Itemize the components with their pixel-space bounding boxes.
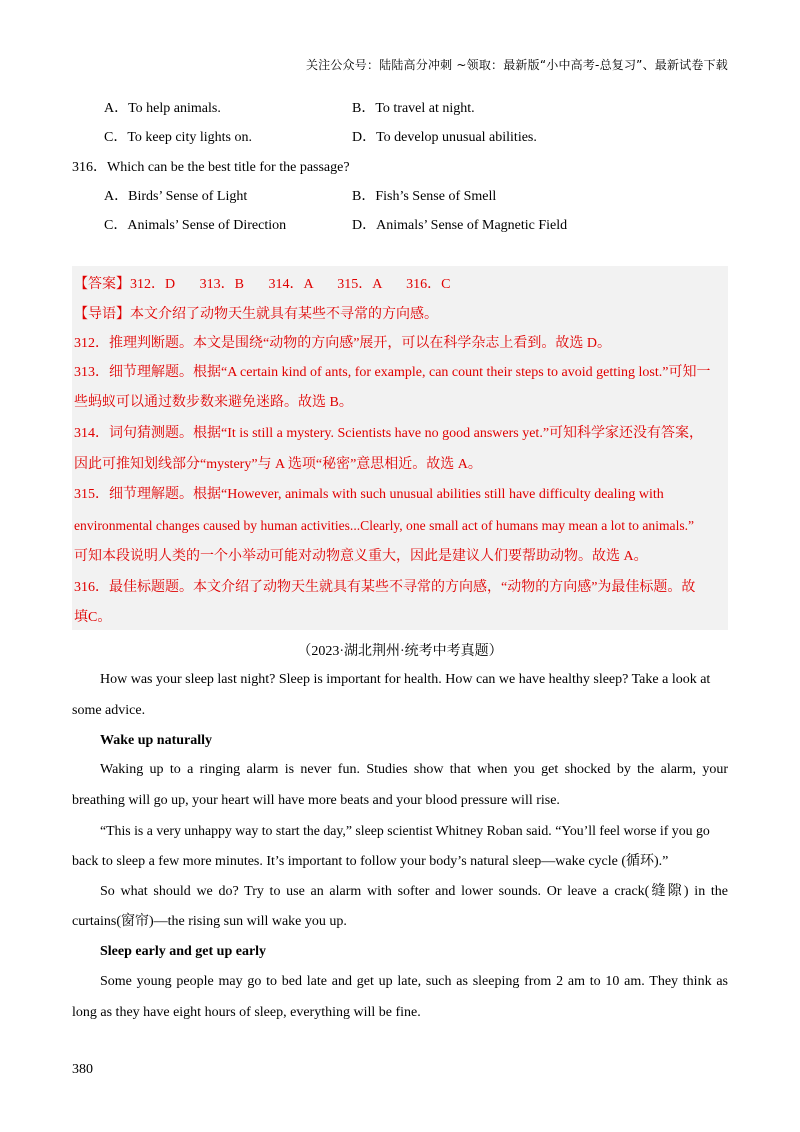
option-315-b: B．To travel at night.: [352, 101, 475, 116]
option-316-d: D．Animals’ Sense of Magnetic Field: [352, 218, 568, 233]
answer-315-line2: environmental changes caused by human activities...Clearly, one small act of humans may mean a lot to animals.”: [74, 518, 695, 533]
option-316-b: B．Fish’s Sense of Smell: [352, 189, 497, 204]
heading-wake-up-naturally: Wake up naturally: [100, 733, 213, 748]
passage-p2-line1: Waking up to a ringing alarm is never fun. Studies show that when you get shocked by the alarm, your: [100, 762, 728, 777]
option-316-a: A．Birds’ Sense of Light: [104, 189, 248, 204]
passage-p2-line2: breathing will go up, your heart will have more beats and your blood pressure will rise.: [72, 793, 560, 808]
passage-p3-line2: back to sleep a few more minutes. It’s important to follow your body’s natural sleep—wake cycle (循环).”: [72, 854, 669, 869]
answer-313-line2: 些蚂蚁可以通过数步数来避免迷路。故选 B。: [74, 395, 353, 410]
answer-315-line3: 可知本段说明人类的一个小举动可能对动物意义重大，因此是建议人们要帮助动物。故选 A。: [74, 549, 648, 564]
question-316: 316．Which can be the best title for the passage?: [72, 160, 350, 175]
passage-p4-line2: curtains(窗帘)—the rising sun will wake you up.: [72, 914, 347, 929]
answer-315-line1: 315．细节理解题。根据“However, animals with such unusual abilities still have difficulty dealing with: [74, 487, 664, 502]
passage-p1-line1: How was your sleep last night? Sleep is important for health. How can we have healthy sleep? Take a look at: [100, 672, 711, 687]
source-citation: （2023·湖北荆州·统考中考真题）: [297, 644, 503, 659]
page-header: 关注公众号：陆陆高分冲刺 ~领取：最新版“小中高考-总复习”、最新试卷下载: [305, 58, 728, 72]
answer-314-line1: 314．词句猜测题。根据“It is still a mystery. Scientists have no good answers yet.”可知科学家还没有答案，: [74, 426, 704, 441]
option-315-d: D．To develop unusual abilities.: [352, 130, 537, 145]
option-315-c: C．To keep city lights on.: [104, 130, 252, 145]
answer-316-line2: 填C。: [74, 610, 112, 625]
answer-intro: 【导语】本文介绍了动物天生就具有某些不寻常的方向感。: [74, 307, 438, 322]
answer-314-line2: 因此可推知划线部分“mystery”与 A 选项“秘密”意思相近。故选 A。: [74, 457, 482, 472]
answer-313-line1: 313．细节理解题。根据“A certain kind of ants, for example, can count their steps to avoid getting lost.”可知一: [74, 365, 711, 380]
option-316-c: C．Animals’ Sense of Direction: [104, 218, 287, 233]
passage-p4-line1: So what should we do? Try to use an alarm with softer and lower sounds. Or leave a crack(缝隙) in the: [100, 884, 728, 899]
page-number: 380: [72, 1062, 93, 1077]
heading-sleep-early: Sleep early and get up early: [100, 944, 267, 959]
passage-p1-line2: some advice.: [72, 703, 146, 718]
answer-316-line1: 316．最佳标题题。本文介绍了动物天生就具有某些不寻常的方向感，“动物的方向感”为最佳标题。故: [74, 580, 696, 595]
answer-keys: 【答案】312．D 313．B 314．A 315．A 316．C: [74, 277, 451, 292]
passage-p5-line1: Some young people may go to bed late and get up late, such as sleeping from 2 am to 10 am. They think as: [100, 974, 728, 989]
passage-p5-line2: long as they have eight hours of sleep, everything will be fine.: [72, 1005, 421, 1020]
passage-p3-line1: “This is a very unhappy way to start the day,” sleep scientist Whitney Roban said. “You’ll feel worse if you go: [100, 823, 710, 838]
answer-312: 312．推理判断题。本文是围绕“动物的方向感”展开，可以在科学杂志上看到。故选 D。: [74, 336, 612, 351]
option-315-a: A．To help animals.: [104, 101, 221, 116]
